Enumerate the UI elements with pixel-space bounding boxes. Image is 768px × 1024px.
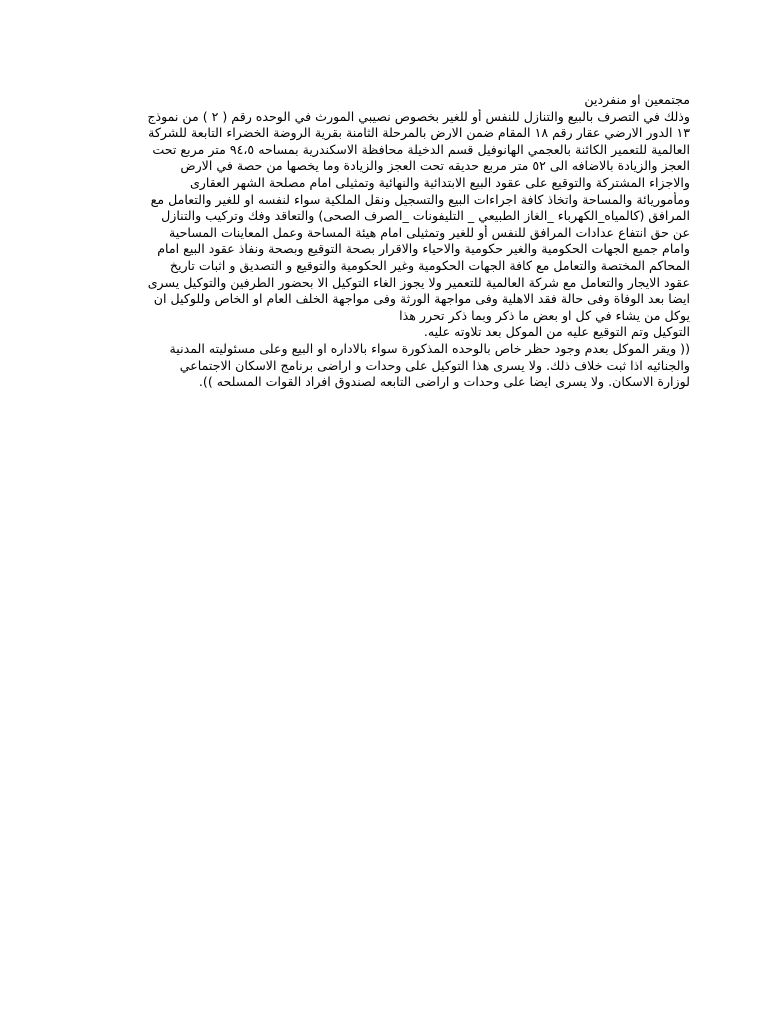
document-line: وامام جميع الجهات الحكومية والغير حكومية والاحياء والاقرار بصحة التوقيع وبصحة ونفاذ عقود البيع امام [157, 241, 690, 257]
document-line: لوزارة الاسكان. ولا يسرى ايضا على وحدات و اراضى التابعه لصندوق افراد القوات المسلحه )). [198, 374, 690, 390]
document-line: عن حق انتفاع عدادات المرافق للنفس أو للغير وتمثيلى امام هيئة المساحة وعمل المعاينات المساحية [169, 224, 690, 240]
document-line: العجز والزيادة بالاضافه الى ٥٢ متر مربع حديقه تحت العجز والزيادة وما يخصها من حصة في الارض [180, 158, 690, 174]
document-line: ومأموريائة والمساحة واتخاذ كافة اجراءات البيع والتسجيل ونقل الملكية سواء لنفسه او للغير والتعامل مع [150, 191, 690, 207]
document-line: التوكيل وتم التوقيع عليه من الموكل بعد تلاوته عليه. [423, 324, 690, 340]
document-line: والجنائيه اذا ثبت خلاف ذلك. ولا يسرى هذا التوكيل على وحدات و اراضى برنامج الاسكان الاجتماعي [179, 357, 690, 373]
document-line: ١٣ الدور الارضي عقار رقم ١٨ المقام ضمن الارض بالمرحلة الثامنة بقرية الروضة الخضراء التابعة للشركة [148, 125, 690, 141]
document-line: المحاكم المختصة والتعامل مع كافة الجهات الحكومية وغير الحكومية والتوقيع و التصديق و اثبات تاريخ [169, 257, 690, 273]
document-line: (( ويقر الموكل بعدم وجود حظر خاص بالوحده المذكورة سواء بالاداره او البيع وعلى مسئوليته المدنية [169, 340, 690, 356]
document-line: ايضا بعد الوفاة وفى حالة فقد الاهلية وفى مواجهة الورثة وفى مواجهة الخلف العام او الخاص وللوكيل ان [153, 291, 690, 307]
document-line: عقود الايجار والتعامل مع شركة العالمية للتعمير ولا يجوز الغاء التوكيل الا بحضور الطرفين والتوكيل يسرى [147, 274, 690, 290]
document-line: العالمية للتعمير الكائنة بالعجمي الهانوفيل قسم الدخيلة محافظة الاسكندرية بمساحه ٩٤،٥ متر مربع تحت [152, 141, 690, 157]
document-body [90, 92, 690, 391]
document-line: مجتمعين او منفردين [584, 92, 690, 107]
document-line: المرافق (كالمياه_الكهرباء _الغاز الطبيعي _ التليفونات _الصرف الصحى) والتعاقد وفك وتركيب والتنازل [161, 208, 690, 224]
document-line: يوكل من يشاء في كل او بعض ما ذكر وبما ذكر تحرر هذا [399, 307, 690, 323]
document-line: والاجزاء المشتركة والتوقيع على عقود البيع الابتدائية والنهائية وتمثيلى امام مصلحة الشهر العقارى [189, 174, 690, 190]
document-line: وذلك في التصرف بالبيع والتنازل للنفس أو للغير بخصوص نصيبي المورث في الوحده رقم ( ٢ ) من نموذج [147, 108, 690, 124]
